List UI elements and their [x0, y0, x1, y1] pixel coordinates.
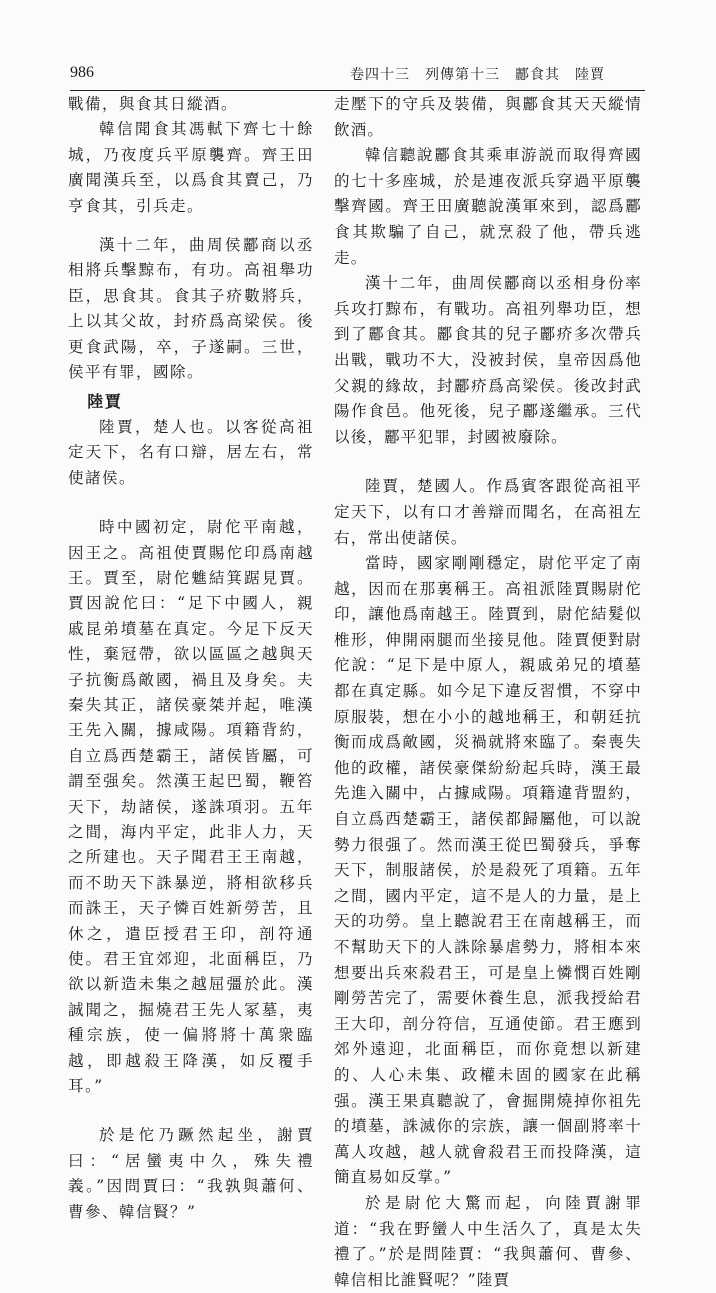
- translation-paragraph: 漢十二年，曲周侯酈商以丞相身份率兵攻打黥布，有戰功。高祖列舉功臣，想到了酈食其。酈食其的兒子酈疥多次帶兵出戰，戰功不大，没被封侯，皇帝因爲他父親的緣故，封酈疥爲高梁侯。後改封武陽作食邑。他死後，兒子酈遂繼承。三代以後，酈平犯罪，封國被廢除。: [334, 274, 642, 446]
- classical-paragraph: 陸賈，楚人也。以客從高祖定天下，名有口辯，居左右，常使諸侯。: [68, 417, 314, 487]
- classical-paragraph: 戰備，與食其日縱酒。: [68, 95, 239, 113]
- classical-paragraph: 韓信聞食其馮軾下齊七十餘城，乃夜度兵平原襲齊。齊王田廣聞漢兵至，以爲食其賣己，乃亨食其，引兵走。: [68, 120, 314, 215]
- translation-text-column: [334, 92, 642, 1293]
- section-title: 陸賈: [87, 392, 123, 412]
- translation-paragraph: 走壓下的守兵及裝備，與酈食其天天縱情飲酒。: [334, 95, 642, 139]
- classical-text-column: [68, 92, 314, 1225]
- page-header: [70, 60, 645, 88]
- classical-paragraph: 於是佗乃蹶然起坐，謝賈曰：“居蠻夷中久，殊失禮義。”因問賈曰：“我孰與蕭何、曹參、韓信賢？”: [68, 1126, 314, 1221]
- classical-paragraph: 漢十二年，曲周侯酈商以丞相將兵擊黥布，有功。高祖舉功臣，思食其。食其子疥數將兵，上以其父故，封疥爲高梁侯。後更食武陽，卒，子遂嗣。三世，侯平有罪，國除。: [68, 236, 314, 382]
- running-title: 卷四十三 列傳第十三 酈食其 陸賈: [350, 67, 605, 83]
- translation-paragraph: 當時，國家剛剛穩定，尉佗平定了南越，因而在那裏稱王。高祖派陸賈賜尉佗印，讓他爲南越王。陸賈到，尉佗結髮似椎形，伸開兩腿而坐接見他。陸賈便對尉佗說：“足下是中原人，親戚弟兄的墳墓都在真定縣。如今足下違反習慣，不穿中原服裝，想在小小的越地稱王，和朝廷抗衡而成爲敵國，災禍就將來臨了。秦喪失他的政權，諸侯豪傑紛紛起兵時，漢王最先進入關中，占據咸陽。項籍違背盟約，自立爲西楚霸王，諸侯都歸屬他，可以說勢力很强了。然而漢王從巴蜀發兵，爭奪天下，制服諸侯，於是殺死了項籍。五年之間，國内平定，這不是人的力量，是上天的功勞。皇上聽說君王在南越稱王，而不幫助天下的人誅除暴虐勢力，將相本來想要出兵來殺君王，可是皇上憐憫百姓剛剛勞苦完了，需要休養生息，派我授給君王大印，剖分符信，互通使節。君王應到郊外遠迎，北面稱臣，而你竟想以新建的、人心未集、政權未固的國家在此稱强。漢王果真聽說了，會掘開燒掉你祖先的墳墓，誅滅你的宗族，讓一個副將率十萬人攻越，越人就會殺君王而投降漢，這簡直易如反掌。”: [334, 554, 642, 1187]
- translation-paragraph: 於是尉佗大驚而起，向陸賈謝罪道：“我在野蠻人中生活久了，真是太失禮了。”於是問陸賈：“我與蕭何、曹參、韓信相比誰賢呢？”陸賈: [334, 1193, 642, 1289]
- header-rule: [70, 90, 645, 91]
- classical-paragraph: 時中國初定，尉佗平南越，因王之。高祖使賈賜佗印爲南越王。賈至，尉佗魋結箕踞見賈。賈因說佗曰：“足下中國人，親戚昆弟墳墓在真定。今足下反天性，棄冠帶，欲以區區之越與天子抗衡爲敵國，禍且及身矣。夫秦失其正，諸侯豪桀并起，唯漢王先入關，據咸陽。項籍背約，自立爲西楚霸王，諸侯皆屬，可謂至强矣。然漢王起巴蜀，鞭笞天下，劫諸侯，遂誅項羽。五年之間，海内平定，此非人力，天之所建也。天子聞君王王南越，而不助天下誅暴逆，將相欲移兵而誅王，天子憐百姓新勞苦，且休之，遣臣授君王印，剖符通使。君王宜郊迎，北面稱臣，乃欲以新造未集之越屈彊於此。漢誠聞之，掘燒君王先人冢墓，夷種宗族，使一偏將將十萬衆臨越，即越殺王降漢，如反覆手耳。”: [68, 518, 314, 1096]
- translation-paragraph: 韓信聽說酈食其乘車游説而取得齊國的七十多座城，於是連夜派兵穿過平原襲擊齊國。齊王田廣聽說漢軍來到，認爲酈食其欺騙了自己，就烹殺了他，帶兵逃走。: [334, 146, 642, 267]
- page-number: 986: [70, 64, 94, 81]
- translation-paragraph: 陸賈，楚國人。作爲賓客跟從高祖平定天下，以有口才善辯而聞名，在高祖左右，常出使諸侯。: [334, 477, 642, 547]
